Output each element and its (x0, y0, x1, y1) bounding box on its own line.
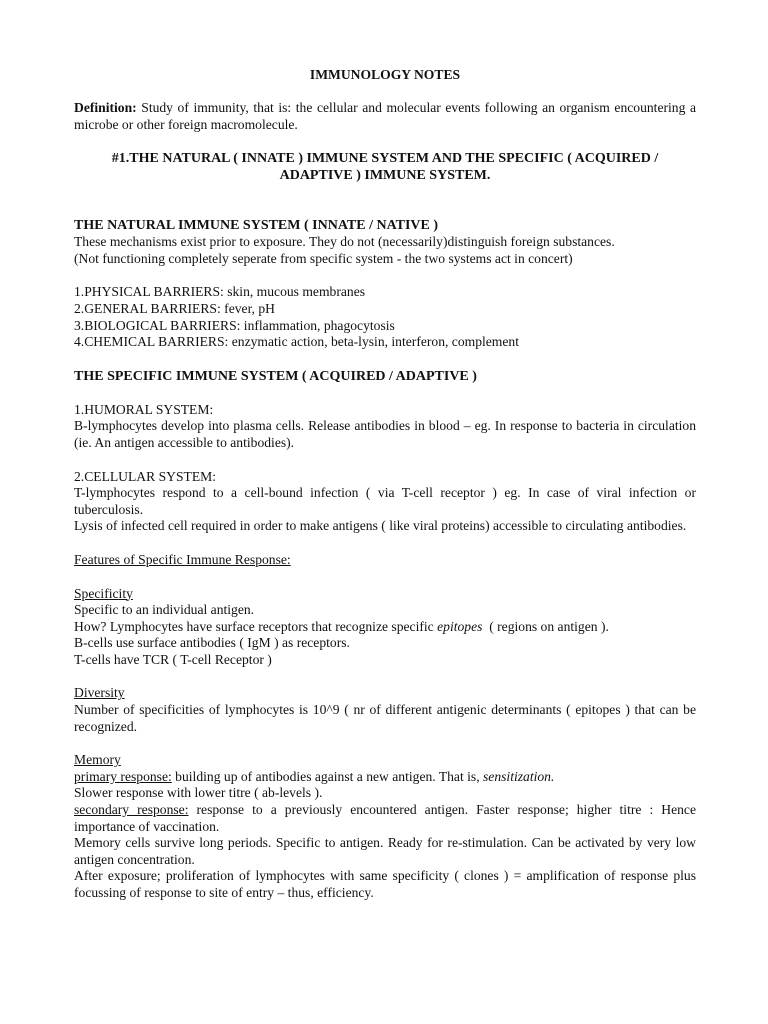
specificity-line-3: B-cells use surface antibodies ( IgM ) as receptors. (74, 635, 350, 651)
epitopes-term: epitopes (437, 618, 483, 634)
sensitization-term: sensitization. (483, 768, 555, 784)
specificity-line-2 (74, 619, 696, 636)
barrier-text: fever, pH (220, 300, 275, 316)
barrier-label: 3.BIOLOGICAL BARRIERS: (74, 317, 241, 333)
definition-paragraph (74, 100, 696, 133)
barrier-text: inflammation, phagocytosis (240, 317, 395, 333)
memory-heading: Memory (74, 752, 121, 768)
natural-line-2: (Not functioning completely seperate from specific system - the two systems act in concert) (74, 250, 573, 266)
document-title: IMMUNOLOGY NOTES (309, 67, 461, 82)
barrier-label: 1.PHYSICAL BARRIERS: (74, 284, 224, 300)
barrier-item (74, 284, 696, 301)
definition-label: Definition: (74, 100, 137, 115)
specificity-line-4: T-cells have TCR ( T-cell Receptor ) (74, 651, 272, 667)
heading-natural-immune-system: THE NATURAL IMMUNE SYSTEM ( INNATE / NATIVE ) (74, 218, 439, 234)
slower-response-line: Slower response with lower titre ( ab-levels ). (74, 785, 323, 801)
secondary-response-label: secondary response: (74, 802, 189, 818)
primary-response-label: primary response: (74, 768, 172, 784)
after-exposure-paragraph: After exposure; proliferation of lymphocytes with same specificity ( clones ) = amplification of response plus focussing of response to site of entry – thus, efficiency. (74, 868, 696, 900)
primary-response-text: building up of antibodies against a new antigen. That is, (171, 768, 483, 784)
cellular-text-2: Lysis of infected cell required in order to make antigens ( like viral proteins) accessible to circulating antibodies. (74, 518, 687, 534)
definition-text: Study of immunity, that is: the cellular and molecular events following an organism encountering a microbe or other foreign macromolecule. (74, 100, 696, 132)
heading-specific-immune-system: THE SPECIFIC IMMUNE SYSTEM ( ACQUIRED / ADAPTIVE ) (74, 368, 477, 384)
cellular-label: 2.CELLULAR SYSTEM: (74, 468, 216, 484)
diversity-text: Number of specificities of lymphocytes is 10^9 ( nr of different antigenic determinants ( epitopes ) that can be recognized. (74, 702, 696, 734)
humoral-label: 1.HUMORAL SYSTEM: (74, 401, 214, 417)
specificity-line-1: Specific to an individual antigen. (74, 602, 255, 618)
barrier-item (74, 334, 696, 351)
specificity-line-2-start: How? Lymphocytes have surface receptors that recognize specific (74, 618, 438, 634)
barrier-item (74, 318, 696, 335)
natural-line-1: These mechanisms exist prior to exposure. They do not (necessarily)distinguish foreign substances. (74, 234, 615, 250)
heading-innate-vs-specific: #1.THE NATURAL ( INNATE ) IMMUNE SYSTEM AND THE SPECIFIC ( ACQUIRED / ADAPTIVE ) IMMUNE SYSTEM. (111, 151, 659, 184)
barrier-item (74, 301, 696, 318)
diversity-heading: Diversity (74, 685, 125, 701)
barrier-label: 4.CHEMICAL BARRIERS: (74, 334, 229, 350)
specificity-heading: Specificity (74, 585, 133, 601)
secondary-response-text: response to a previously encountered antigen. Faster response; higher titre : Hence importance of vaccination. (74, 802, 696, 834)
memory-cells-paragraph: Memory cells survive long periods. Specific to antigen. Ready for re-stimulation. Can be activated by very low antigen concentration. (74, 835, 696, 867)
barrier-text: skin, mucous membranes (223, 284, 366, 300)
barrier-label: 2.GENERAL BARRIERS: (74, 300, 221, 316)
specificity-line-2-end: ( regions on antigen ). (482, 618, 609, 634)
cellular-text-1: T-lymphocytes respond to a cell-bound infection ( via T-cell receptor ) eg. In case of viral infection or tuberculosis. (74, 485, 696, 517)
humoral-text: B-lymphocytes develop into plasma cells. Release antibodies in blood – eg. In response to bacteria in circulation (ie. An antigen accessible to antibodies). (74, 418, 696, 450)
secondary-response-paragraph (74, 802, 696, 835)
features-heading: Features of Specific Immune Response: (74, 551, 291, 567)
primary-response-line (74, 769, 696, 786)
barrier-text: enzymatic action, beta-lysin, interferon, complement (228, 334, 519, 350)
